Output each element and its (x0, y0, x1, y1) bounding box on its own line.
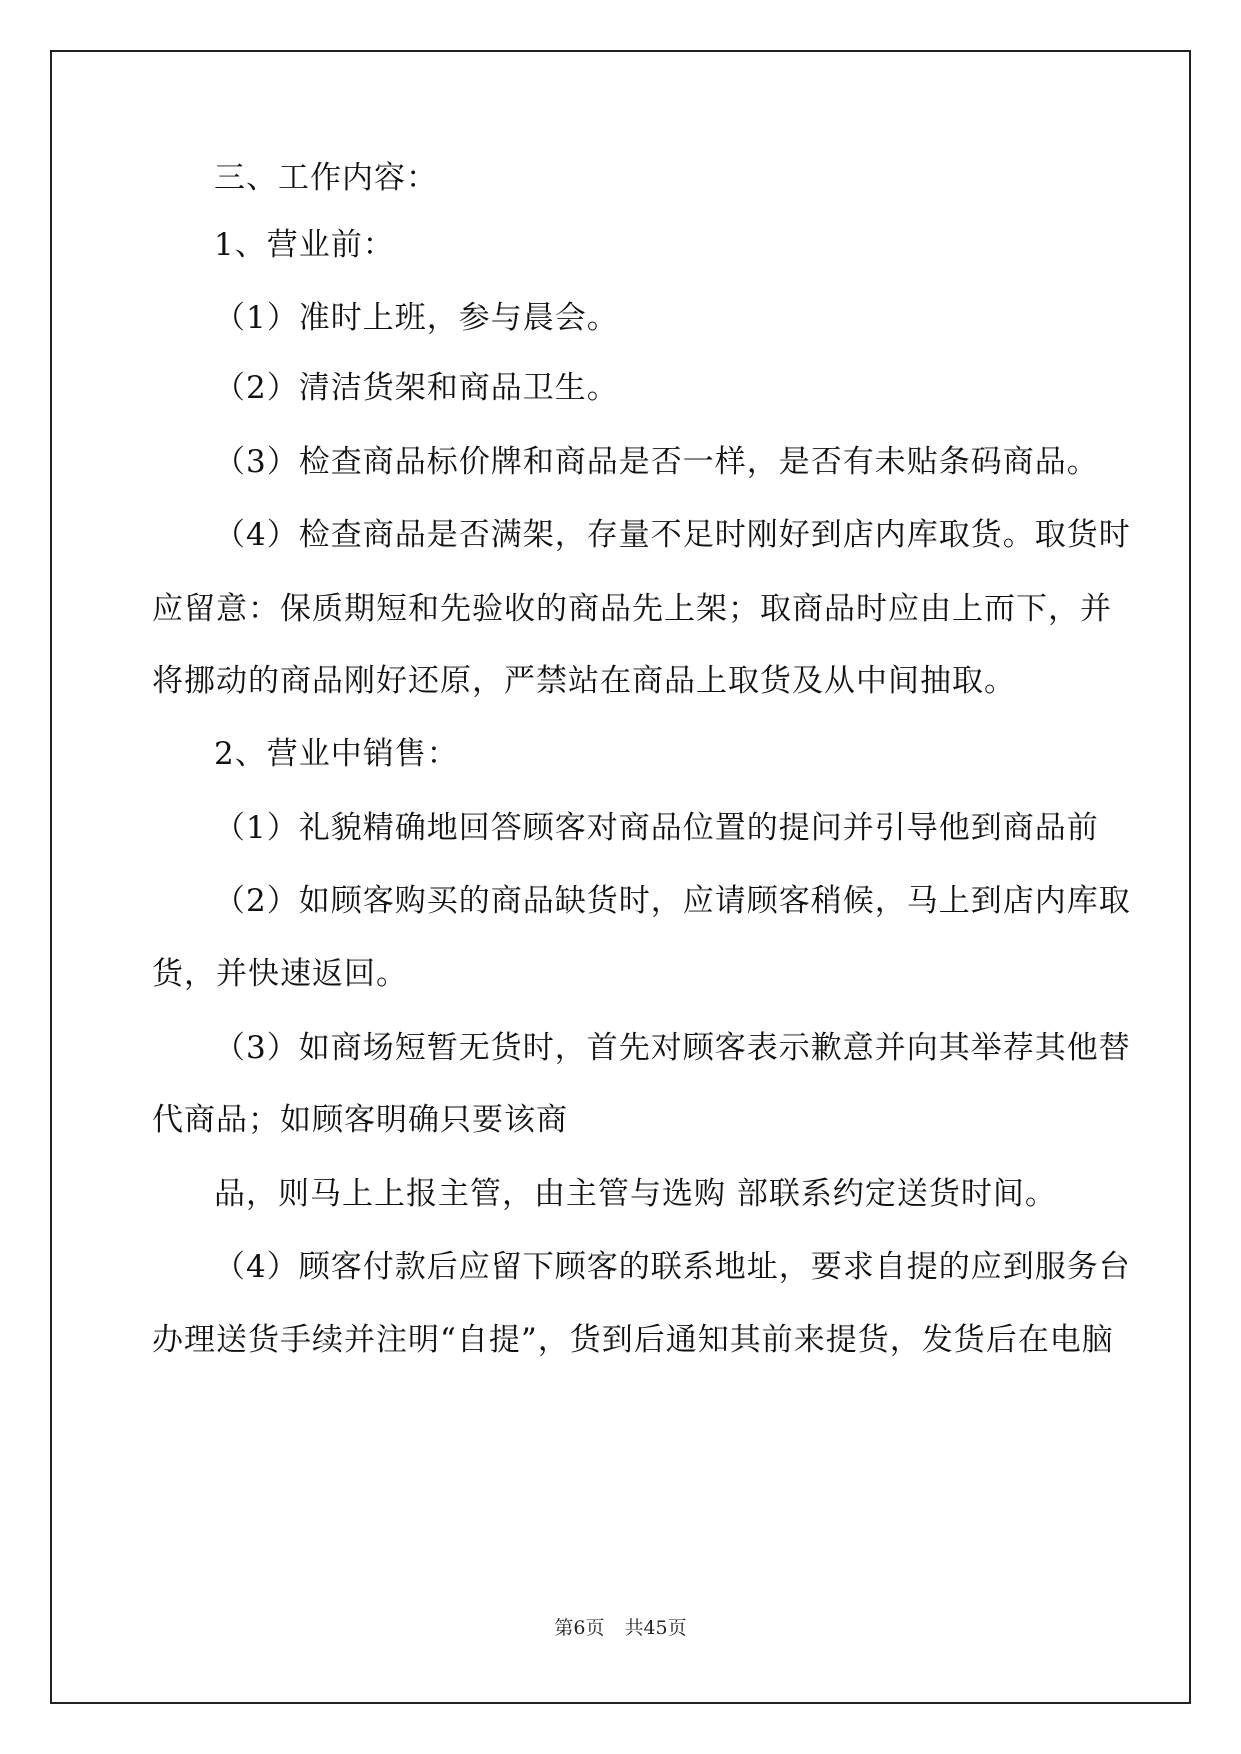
paragraph-line: （3）检查商品标价牌和商品是否一样，是否有未贴条码商品。 (214, 444, 1099, 480)
paragraph-line: （2）清洁货架和商品卫生。 (214, 370, 619, 406)
paragraph-line: 办理送货手续并注明“自提”，货到后通知其前来提货，发货后在电脑 (152, 1322, 1114, 1358)
subsection-heading-during-business: 2、营业中销售： (214, 736, 459, 772)
paragraph-line: 应留意：保质期短和先验收的商品先上架；取商品时应由上而下，并 (152, 591, 1112, 627)
section-heading-work-content: 三、工作内容： (214, 160, 438, 196)
paragraph-line: （3）如商场短暂无货时，首先对顾客表示歉意并向其举荐其他替 (214, 1030, 1131, 1066)
paragraph-line: （4）检查商品是否满架，存量不足时刚好到店内库取货。取货时 (214, 517, 1131, 553)
paragraph-line: （2）如顾客购买的商品缺货时，应请顾客稍候，马上到店内库取 (214, 883, 1131, 919)
paragraph-line: （1）礼貌精确地回答顾客对商品位置的提问并引导他到商品前 (214, 810, 1099, 846)
page-total: 共45页 (624, 1617, 687, 1639)
page-footer (0, 1616, 1241, 1640)
paragraph-line: 货，并快速返回。 (152, 956, 408, 992)
paragraph-line: 品，则马上上报主管，由主管与选购 部联系约定送货时间。 (214, 1176, 1057, 1212)
paragraph-line: （1）准时上班，参与晨会。 (214, 300, 619, 336)
subsection-heading-before-business: 1、营业前： (214, 227, 395, 263)
page-number: 第6页 (554, 1617, 605, 1639)
paragraph-line: 将挪动的商品刚好还原，严禁站在商品上取货及从中间抽取。 (152, 663, 1016, 699)
paragraph-line: （4）顾客付款后应留下顾客的联系地址，要求自提的应到服务台 (214, 1249, 1131, 1285)
paragraph-line: 代商品；如顾客明确只要该商 (152, 1102, 568, 1138)
